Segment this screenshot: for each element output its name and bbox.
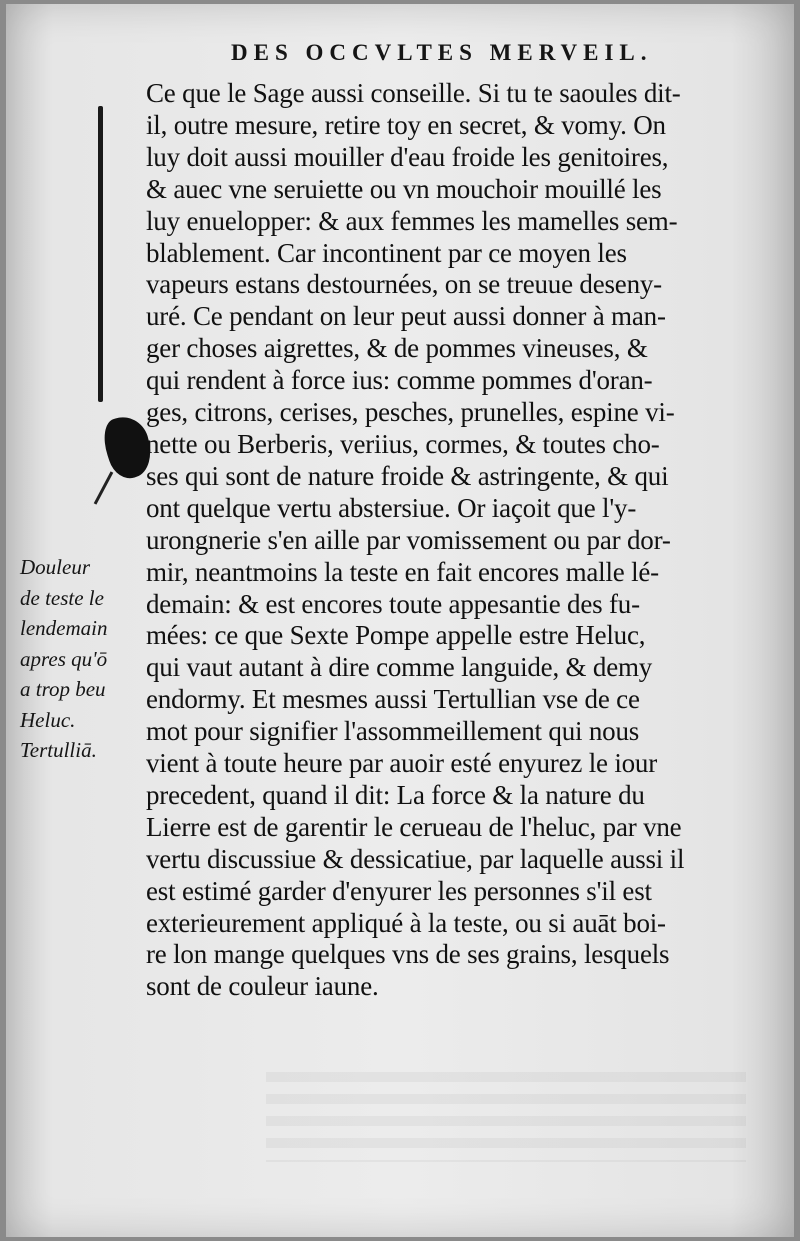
text-line: uré. Ce pendant on leur peut aussi donner à man-	[146, 301, 666, 332]
text-line: urongnerie s'en aille par vomissement ou par dor-	[146, 524, 671, 555]
text-line: Ce que le Sage aussi conseille. Si tu te saoules dit-	[146, 78, 681, 108]
text-line: blablement. Car incontinent par ce moyen les	[146, 237, 627, 268]
margin-note	[20, 552, 145, 766]
margin-note-line: lendemain	[20, 616, 108, 640]
text-line: mir, neantmoins la teste en fait encores malle lé-	[146, 556, 659, 587]
text-line: luy enuelopper: & aux femmes les mamelles sem-	[146, 205, 678, 236]
ink-stroke	[94, 471, 114, 504]
text-line: vient à toute heure par auoir esté enyurez le iour	[146, 748, 658, 779]
text-line: ges, citrons, cerises, pesches, prunelles, espine vi-	[146, 397, 675, 428]
margin-note-line: de teste le	[20, 585, 104, 610]
text-line: ses qui sont de nature froide & astringente, & qui	[146, 460, 669, 491]
text-line: demain: & est encores toute appesantie des fu-	[146, 588, 640, 619]
show-through-text	[266, 1072, 746, 1162]
text-line: est estimé garder d'enyurer les personnes s'il est	[146, 875, 652, 906]
margin-ink-rule	[98, 106, 103, 402]
text-line: vapeurs estans destournées, on se treuue deseny-	[146, 269, 662, 300]
text-line: sont de couleur iaune.	[146, 971, 379, 1002]
text-line: & auec vne seruiette ou vn mouchoir mouillé les	[146, 173, 662, 204]
book-page	[6, 4, 794, 1237]
text-line: mées: ce que Sexte Pompe appelle estre Heluc,	[146, 620, 646, 651]
text-line: endormy. Et mesmes aussi Tertullian vse de ce	[146, 684, 640, 715]
text-line: precedent, quand il dit: La force & la nature du	[146, 779, 645, 810]
margin-note-line: Heluc.	[20, 707, 76, 732]
body-text	[146, 78, 776, 1003]
text-line: qui rendent à force ius: comme pommes d'oran-	[146, 365, 653, 396]
text-line: re lon mange quelques vns de ses grains, lesquels	[146, 939, 670, 970]
text-line: ger choses aigrettes, & de pommes vineuses, &	[146, 333, 648, 364]
text-line: luy doit aussi mouiller d'eau froide les genitoires,	[146, 141, 669, 172]
margin-note-line: Douleur	[20, 555, 90, 579]
text-line: exterieurement appliqué à la teste, ou si auāt boi-	[146, 907, 666, 938]
running-head: DES OCCVLTES MERVEIL.	[231, 40, 653, 65]
text-line: vertu discussiue & dessicatiue, par laquelle aussi il	[146, 843, 685, 874]
text-line: mot pour signifier l'assommeillement qui nous	[146, 716, 640, 747]
text-line: qui vaut autant à dire comme languide, & demy	[146, 652, 653, 683]
text-line: ont quelque vertu abstersiue. Or iaçoit que l'y-	[146, 492, 637, 523]
text-line: nette ou Berberis, veriius, cormes, & toutes cho-	[146, 428, 660, 459]
margin-note-line: a trop beu	[20, 677, 106, 701]
text-line: Lierre est de garentir le cerueau de l'heluc, par vne	[146, 811, 682, 842]
margin-note-line: apres qu'ō	[20, 646, 108, 671]
margin-note-line: Tertulliā.	[20, 738, 97, 762]
text-line: il, outre mesure, retire toy en secret, & vomy. On	[146, 109, 666, 140]
